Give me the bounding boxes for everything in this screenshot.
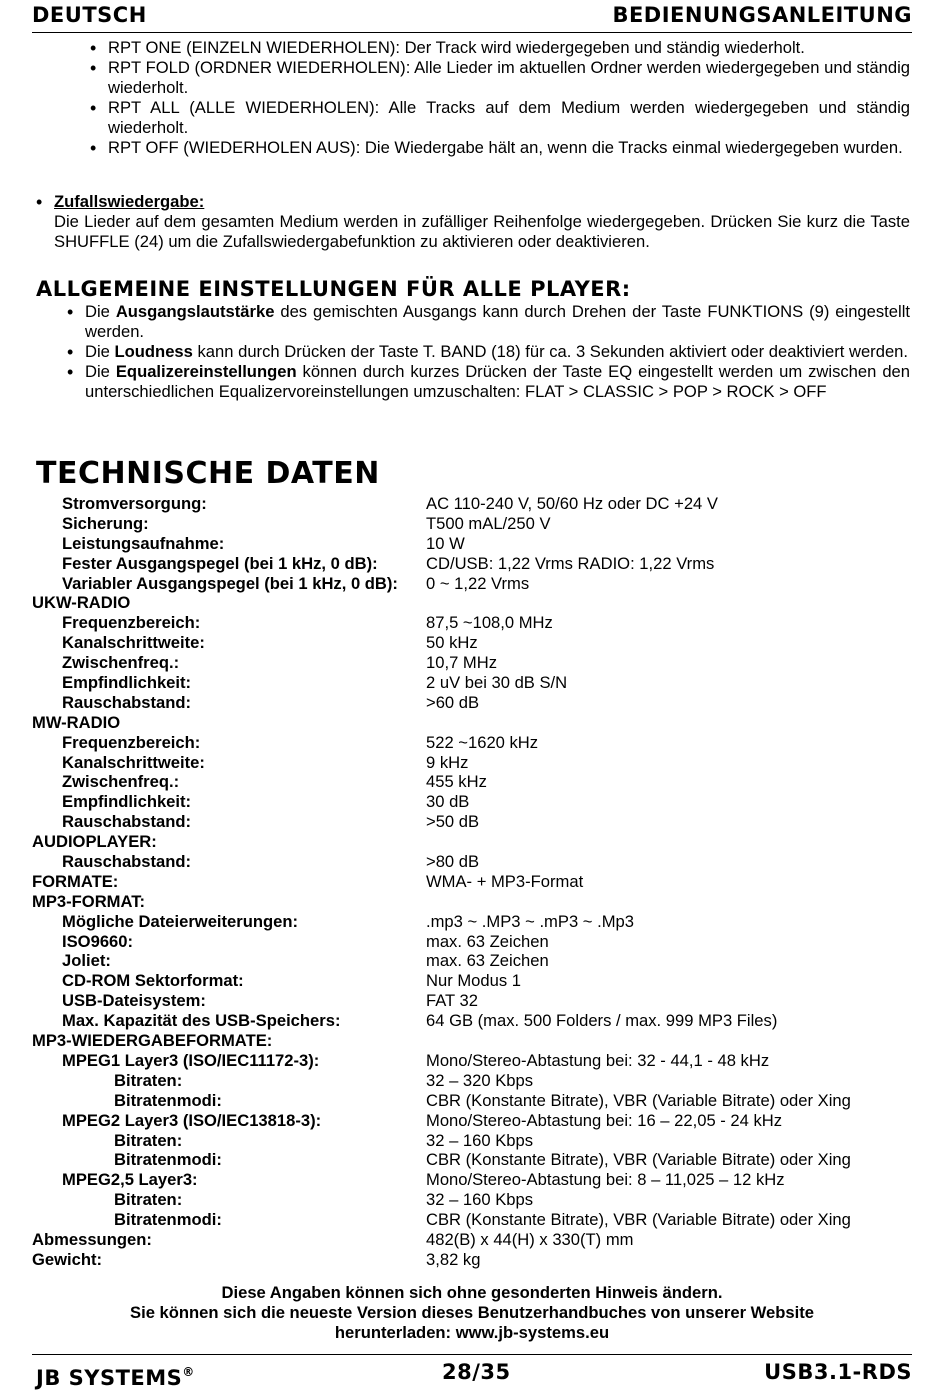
spec-value: Mono/Stereo-Abtastung bei: 32 - 44,1 - 48 kHz (426, 1050, 770, 1070)
spec-row (32, 1190, 912, 1210)
spec-row (32, 1250, 912, 1270)
spec-label: Zwischenfreq.: (62, 653, 180, 673)
list-item: • RPT OFF (WIEDERHOLEN AUS): Die Wiedergabe hält an, wenn die Tracks einmal wiedergegeben wurden. (108, 138, 910, 158)
spec-row (32, 514, 912, 534)
spec-row (32, 951, 912, 971)
footer-brand (36, 1359, 195, 1391)
spec-label: Bitratenmodi: (114, 1210, 222, 1230)
general-settings-heading: ALLGEMEINE EINSTELLUNGEN FÜR ALLE PLAYER: (36, 277, 631, 301)
spec-label: ISO9660: (62, 931, 134, 951)
spec-row (32, 852, 912, 872)
spec-label: MP3-FORMAT: (32, 891, 146, 911)
list-item (85, 342, 910, 362)
spec-value: CBR (Konstante Bitrate), VBR (Variable Bitrate) oder Xing (426, 1090, 851, 1110)
spec-table (32, 494, 912, 1270)
spec-row (32, 613, 912, 633)
shuffle-text: Die Lieder auf dem gesamten Medium werden in zufälliger Reihenfolge wiedergegeben. Drücken Sie kurz die Taste SHUFFLE (24) um die Zufallswiedergabefunktion zu aktivieren oder deaktivieren. (54, 212, 910, 251)
list-item: • RPT ALL (ALLE WIEDERHOLEN): Alle Tracks auf dem Medium werden wiedergegeben und ständig wiederholt. (108, 98, 910, 138)
spec-label: MPEG1 Layer3 (ISO/IEC11172-3): (62, 1050, 320, 1070)
spec-value: 10 W (426, 533, 465, 553)
manual-page (32, 0, 912, 1397)
spec-label: Max. Kapazität des USB-Speichers: (62, 1011, 341, 1031)
spec-value: >80 dB (426, 852, 480, 872)
spec-value: 32 – 320 Kbps (426, 1070, 534, 1090)
registered-mark: ® (182, 1365, 195, 1379)
spec-row (32, 1011, 912, 1031)
spec-label: Rauschabstand: (62, 852, 192, 872)
brand-name: JB SYSTEMS (36, 1366, 183, 1390)
spec-value: Nur Modus 1 (426, 971, 521, 991)
spec-value: FAT 32 (426, 991, 478, 1011)
spec-row (32, 633, 912, 653)
spec-row (32, 1131, 912, 1151)
spec-value: 2 uV bei 30 dB S/N (426, 673, 568, 693)
item-text: kann durch Drücken der Taste T. BAND (18) für ca. 3 Sekunden aktiviert oder deaktiviert werden. (192, 342, 909, 361)
spec-label: CD-ROM Sektorformat: (62, 971, 244, 991)
spec-label: Bitraten: (114, 1190, 183, 1210)
spec-value: .mp3 ~ .MP3 ~ .mP3 ~ .Mp3 (426, 911, 634, 931)
spec-value: max. 63 Zeichen (426, 931, 549, 951)
spec-row (32, 1210, 912, 1230)
spec-label: Leistungsaufnahme: (62, 533, 225, 553)
spec-label: Frequenzbereich: (62, 732, 201, 752)
spec-value: Mono/Stereo-Abtastung bei: 8 – 11,025 – 12 kHz (426, 1170, 785, 1190)
item-keyword: Loudness (114, 342, 193, 361)
spec-label: Variabler Ausgangspegel (bei 1 kHz, 0 dB): (62, 573, 398, 593)
spec-value: 32 – 160 Kbps (426, 1190, 534, 1210)
spec-value: Mono/Stereo-Abtastung bei: 16 – 22,05 - 24 kHz (426, 1110, 783, 1130)
spec-value: 0 ~ 1,22 Vrms (426, 573, 530, 593)
spec-row (32, 772, 912, 792)
spec-row (32, 574, 912, 594)
spec-label: Bitraten: (114, 1070, 183, 1090)
spec-label: Abmessungen: (32, 1229, 152, 1249)
spec-label: USB-Dateisystem: (62, 991, 206, 1011)
spec-value: 522 ~1620 kHz (426, 732, 539, 752)
spec-value: 9 kHz (426, 752, 469, 772)
model-name: USB3.1-RDS (764, 1360, 912, 1384)
spec-row (32, 494, 912, 514)
spec-row (32, 753, 912, 773)
spec-row (32, 832, 912, 852)
spec-row (32, 1150, 912, 1170)
spec-value: 32 – 160 Kbps (426, 1130, 534, 1150)
spec-value: 482(B) x 44(H) x 330(T) mm (426, 1229, 634, 1249)
list-item: • RPT FOLD (ORDNER WIEDERHOLEN): Alle Lieder im aktuellen Ordner werden wiedergegeben und ständig wiederholt. (108, 58, 910, 98)
spec-row (32, 1051, 912, 1071)
spec-row (32, 892, 912, 912)
spec-row (32, 653, 912, 673)
spec-label: Bitraten: (114, 1130, 183, 1150)
spec-row (32, 812, 912, 832)
spec-label: Rauschabstand: (62, 812, 192, 832)
spec-row (32, 792, 912, 812)
spec-label: Stromversorgung: (62, 494, 207, 513)
note-line: herunterladen: www.jb-systems.eu (334, 1323, 610, 1342)
spec-label: MPEG2 Layer3 (ISO/IEC13818-3): (62, 1110, 322, 1130)
spec-label: UKW-RADIO (32, 593, 131, 613)
page-number: 28/35 (442, 1360, 511, 1384)
item-text: Die (85, 362, 116, 381)
spec-label: Kanalschrittweite: (62, 752, 205, 772)
technical-data-heading: TECHNISCHE DATEN (36, 456, 380, 491)
spec-row (32, 1071, 912, 1091)
spec-label: Gewicht: (32, 1249, 103, 1269)
spec-value: CBR (Konstante Bitrate), VBR (Variable Bitrate) oder Xing (426, 1210, 851, 1230)
spec-value: >60 dB (426, 692, 480, 712)
spec-row (32, 733, 912, 753)
spec-value: WMA- + MP3-Format (426, 871, 584, 891)
spec-value: T500 mAL/250 V (426, 513, 551, 533)
spec-label: Mögliche Dateierweiterungen: (62, 911, 299, 931)
spec-label: AUDIOPLAYER: (32, 832, 157, 852)
disclaimer-note (32, 1283, 912, 1343)
spec-row (32, 1031, 912, 1051)
shuffle-title: Zufallswiedergabe: (54, 192, 205, 211)
spec-row (32, 1230, 912, 1250)
list-item (54, 192, 910, 252)
spec-row (32, 673, 912, 693)
spec-value: 30 dB (426, 792, 470, 812)
spec-row (32, 693, 912, 713)
spec-row (32, 872, 912, 892)
repeat-mode-list (108, 38, 910, 158)
header-document-type: BEDIENUNGSANLEITUNG (612, 3, 912, 27)
spec-value: CBR (Konstante Bitrate), VBR (Variable Bitrate) oder Xing (426, 1150, 851, 1170)
spec-label: Frequenzbereich: (62, 613, 201, 633)
spec-row (32, 554, 912, 574)
note-line: Sie können sich die neueste Version dieses Benutzerhandbuches von unserer Website (130, 1303, 814, 1322)
spec-label: MPEG2,5 Layer3: (62, 1170, 198, 1190)
spec-row (32, 1111, 912, 1131)
spec-value: max. 63 Zeichen (426, 951, 549, 971)
spec-label: Kanalschrittweite: (62, 633, 205, 653)
spec-label: Fester Ausgangspegel (bei 1 kHz, 0 dB): (62, 553, 378, 573)
shuffle-section (54, 192, 910, 252)
spec-value: >50 dB (426, 812, 480, 832)
page-header (32, 2, 912, 33)
spec-row (32, 932, 912, 952)
spec-row (32, 991, 912, 1011)
item-keyword: Equalizereinstellungen (115, 362, 297, 381)
spec-label: MW-RADIO (32, 712, 121, 732)
item-text: Die (85, 342, 115, 361)
spec-value: CD/USB: 1,22 Vrms RADIO: 1,22 Vrms (426, 553, 715, 573)
item-text: des gemischten Ausgangs kann durch Drehen der Taste FUNKTIONS (9) eingestellt werden. (85, 302, 910, 341)
spec-label: Bitratenmodi: (114, 1090, 222, 1110)
spec-row (32, 534, 912, 554)
spec-label: Empfindlichkeit: (62, 792, 192, 812)
spec-value: 10,7 MHz (426, 653, 498, 673)
item-text: Die (85, 302, 116, 321)
item-text: können durch kurzes Drücken der Taste EQ eingestellt werden um zwischen den unterschiedlichen Equalizervoreinstellungen umzuschalten: FLAT > CLASSIC > POP > ROCK > OFF (85, 362, 911, 401)
item-keyword: Ausgangslautstärke (115, 302, 275, 321)
note-line: Diese Angaben können sich ohne gesonderten Hinweis ändern. (221, 1283, 723, 1302)
spec-label: MP3-WIEDERGABEFORMATE: (32, 1031, 273, 1051)
spec-label: Sicherung: (62, 513, 149, 533)
spec-label: Empfindlichkeit: (62, 673, 192, 693)
page-footer (32, 1354, 912, 1389)
spec-row (32, 713, 912, 733)
spec-value: 87,5 ~108,0 MHz (426, 613, 553, 633)
spec-label: Rauschabstand: (62, 692, 192, 712)
spec-value: AC 110-240 V, 50/60 Hz oder DC +24 V (426, 494, 718, 513)
spec-label: Zwischenfreq.: (62, 772, 180, 792)
header-language: DEUTSCH (32, 3, 147, 27)
spec-value: 64 GB (max. 500 Folders / max. 999 MP3 Files) (426, 1011, 778, 1031)
spec-row (32, 593, 912, 613)
general-settings-list (85, 302, 910, 402)
spec-label: Joliet: (62, 951, 111, 971)
list-item: • RPT ONE (EINZELN WIEDERHOLEN): Der Track wird wiedergegeben und ständig wiederholt. (108, 38, 910, 58)
spec-row (32, 1091, 912, 1111)
list-item (85, 302, 910, 342)
spec-value: 50 kHz (426, 633, 478, 653)
spec-value: 455 kHz (426, 772, 487, 792)
spec-label: FORMATE: (32, 871, 119, 891)
spec-label: Bitratenmodi: (114, 1150, 222, 1170)
list-item (85, 362, 910, 402)
spec-row (32, 971, 912, 991)
spec-row (32, 912, 912, 932)
spec-row (32, 1170, 912, 1190)
spec-value: 3,82 kg (426, 1249, 481, 1269)
